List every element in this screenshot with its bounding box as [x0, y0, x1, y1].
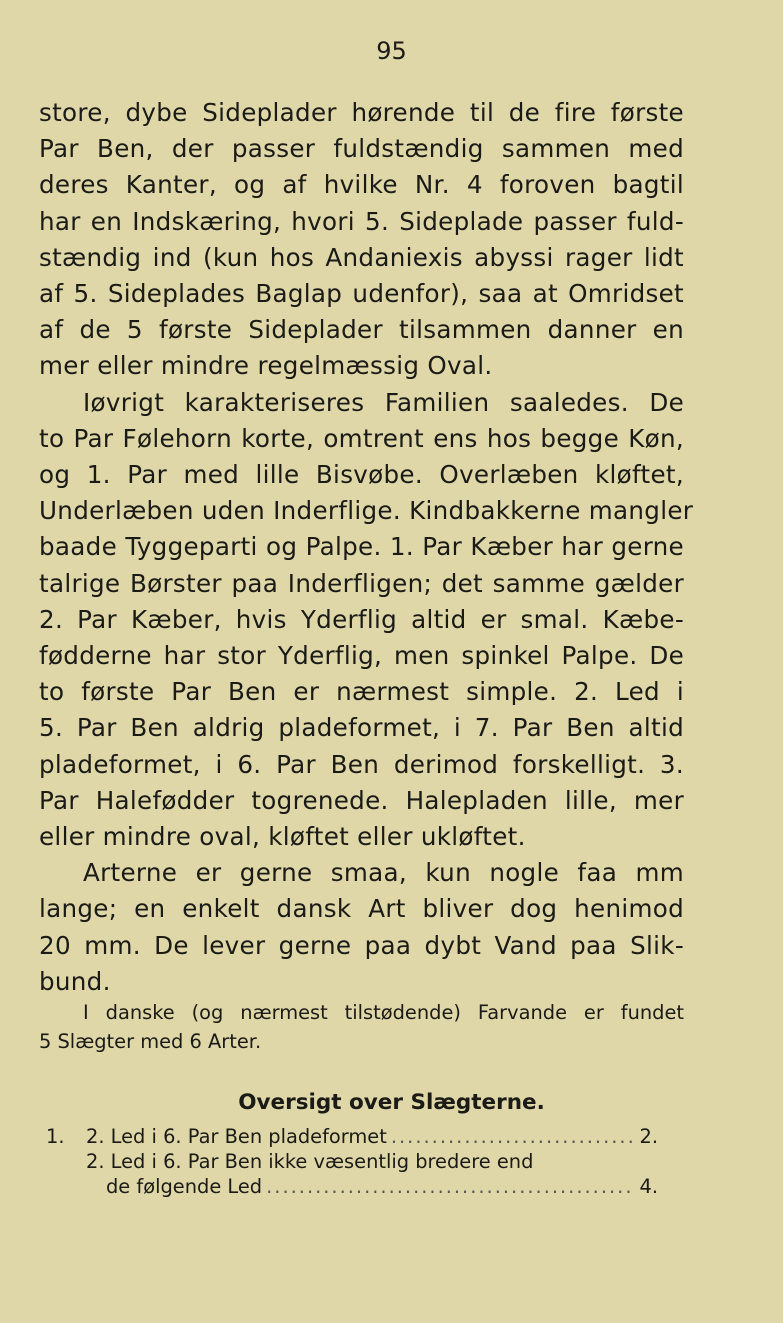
text-line: af 5. Sideplades Baglap udenfor), saa at Omridset	[39, 279, 684, 309]
key-entry-text: de følgende Led	[106, 1175, 263, 1198]
text-line: eller mindre oval, kløftet eller ukløftet.	[39, 822, 526, 852]
text-line: mer eller mindre regelmæssig Oval.	[39, 351, 493, 381]
text-line: to Par Følehorn korte, omtrent ens hos begge Køn,	[39, 423, 684, 453]
key-entry-2	[46, 1149, 658, 1174]
text-line: talrige Børster paa Inderfligen; det samme gælder	[39, 568, 684, 598]
paragraph-2	[39, 385, 694, 856]
note-line: 5 Slægter med 6 Arter.	[39, 1030, 262, 1053]
leader-dots	[266, 1174, 632, 1199]
text-line: 2. Par Kæber, hvis Yderflig altid er smal. Kæbe-	[39, 604, 684, 634]
text-line: pladeformet, i 6. Par Ben derimod forskelligt. 3.	[39, 749, 684, 779]
identification-key	[46, 1124, 658, 1199]
text-line: Par Halefødder togrenede. Halepladen lille, mer	[39, 785, 684, 815]
body-text	[39, 95, 694, 1000]
text-line: Iøvrigt karakteriseres Familien saaledes. De	[83, 387, 684, 417]
key-entry-2-continuation	[46, 1174, 658, 1199]
key-entry-ref: 4.	[639, 1175, 658, 1198]
key-entry-text: 2. Led i 6. Par Ben pladeformet	[86, 1125, 387, 1148]
paragraph-3	[39, 855, 684, 1000]
text-line: lange; en enkelt dansk Art bliver dog henimod	[39, 894, 684, 924]
text-line: Arterne er gerne smaa, kun nogle faa mm	[83, 858, 684, 888]
leader-dots	[391, 1124, 632, 1149]
note-paragraph	[39, 998, 684, 1056]
key-entry-text: 2. Led i 6. Par Ben ikke væsentlig bredere end	[86, 1150, 534, 1173]
paragraph-1	[39, 95, 684, 385]
text-line: store, dybe Sideplader hørende til de fire første	[39, 98, 684, 127]
text-line: deres Kanter, og af hvilke Nr. 4 foroven bagtil	[39, 170, 684, 200]
page-number: 95	[376, 37, 407, 65]
text-line: fødderne har stor Yderflig, men spinkel Palpe. De	[39, 641, 684, 671]
key-entry-ref: 2.	[639, 1125, 658, 1148]
text-line: 5. Par Ben aldrig pladeformet, i 7. Par Ben altid	[39, 713, 684, 743]
text-line: bund.	[39, 966, 111, 996]
key-entry-1	[46, 1124, 658, 1149]
text-line: Par Ben, der passer fuldstændig sammen med	[39, 134, 684, 164]
note-line: I danske (og nærmest tilstødende) Farvande er fundet	[83, 1001, 684, 1024]
text-line: baade Tyggeparti og Palpe. 1. Par Kæber har gerne	[39, 532, 684, 562]
text-line: Underlæben uden Inderflige. Kindbakkerne mangler	[39, 496, 694, 526]
text-line: af de 5 første Sideplader tilsammen danner en	[39, 315, 684, 345]
key-heading: Oversigt over Slægterne.	[238, 1090, 545, 1115]
text-line: og 1. Par med lille Bisvøbe. Overlæben kløftet,	[39, 460, 684, 490]
text-line: to første Par Ben er nærmest simple. 2. Led i	[39, 677, 684, 707]
text-line: stændig ind (kun hos Andaniexis abyssi rager lidt	[39, 242, 684, 272]
text-line: har en Indskæring, hvori 5. Sideplade passer fuld-	[39, 206, 684, 236]
key-entry-number: 1.	[46, 1125, 65, 1148]
text-line: 20 mm. De lever gerne paa dybt Vand paa Slik-	[39, 930, 684, 960]
